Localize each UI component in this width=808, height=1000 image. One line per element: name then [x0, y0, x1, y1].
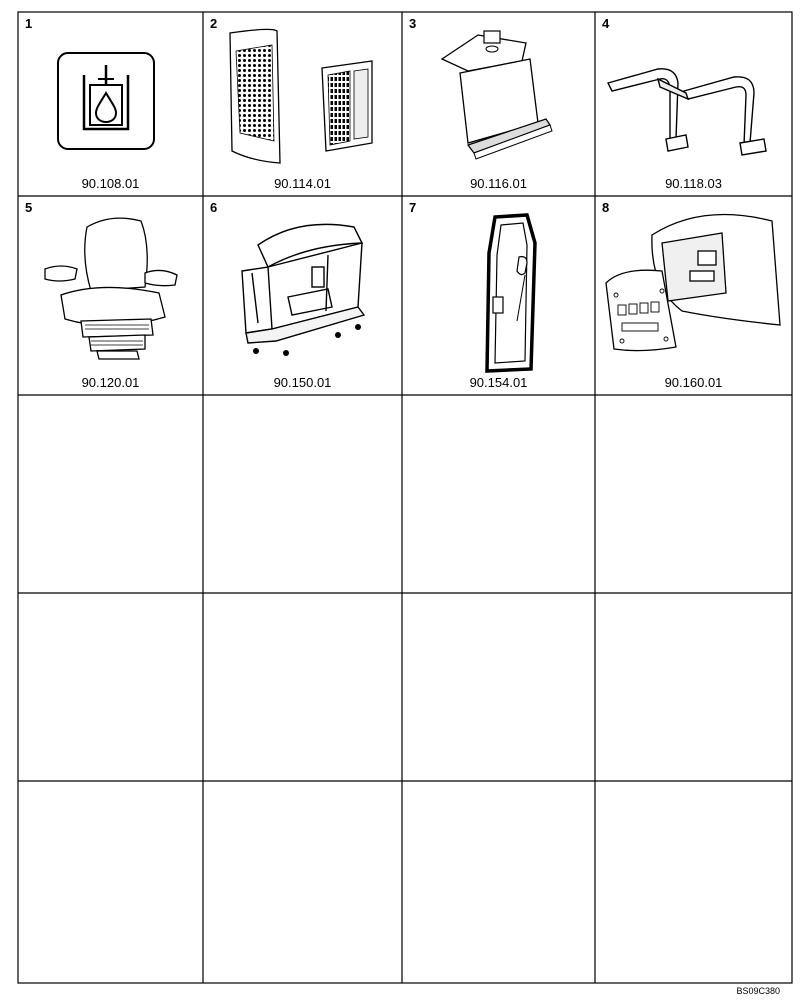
catalog-item-4[interactable]: [596, 13, 791, 195]
item-number: 4: [602, 16, 610, 31]
fluid-level-symbol-icon: [56, 51, 156, 151]
roll-over-bar-frame-icon: [604, 31, 784, 161]
item-number: 2: [210, 16, 218, 31]
item-code: 90.118.03: [665, 176, 722, 191]
item-number: 7: [409, 200, 417, 215]
item-number: 1: [25, 16, 33, 31]
item-number: 8: [602, 200, 610, 215]
catalog-item-2[interactable]: [204, 13, 401, 195]
item-code: 90.150.01: [273, 375, 332, 390]
item-code: 90.114.01: [274, 176, 331, 191]
item-code: 90.154.01: [469, 375, 528, 390]
catalog-item-6[interactable]: [204, 197, 401, 394]
item-number: 6: [210, 200, 218, 215]
catalog-item-7[interactable]: [403, 197, 594, 394]
catalog-item-5[interactable]: [19, 197, 202, 394]
item-code: 90.120.01: [81, 375, 140, 390]
item-code: 90.160.01: [664, 375, 723, 390]
instrument-console-icon: [602, 207, 786, 357]
item-number: 5: [25, 200, 33, 215]
item-code: 90.116.01: [470, 176, 527, 191]
item-number: 3: [409, 16, 417, 31]
catalog-item-3[interactable]: [403, 13, 594, 195]
item-code: 90.108.01: [81, 176, 140, 191]
cab-frame-icon: [228, 211, 388, 369]
cab-door-icon: [481, 213, 551, 373]
catalog-item-1[interactable]: [19, 13, 202, 195]
drawing-reference: BS09C380: [736, 986, 780, 996]
hood-panel-icon: [438, 21, 588, 171]
perforated-grille-panel-icon: [222, 23, 387, 173]
operator-seat-icon: [41, 207, 186, 367]
catalog-item-8[interactable]: [596, 197, 791, 394]
